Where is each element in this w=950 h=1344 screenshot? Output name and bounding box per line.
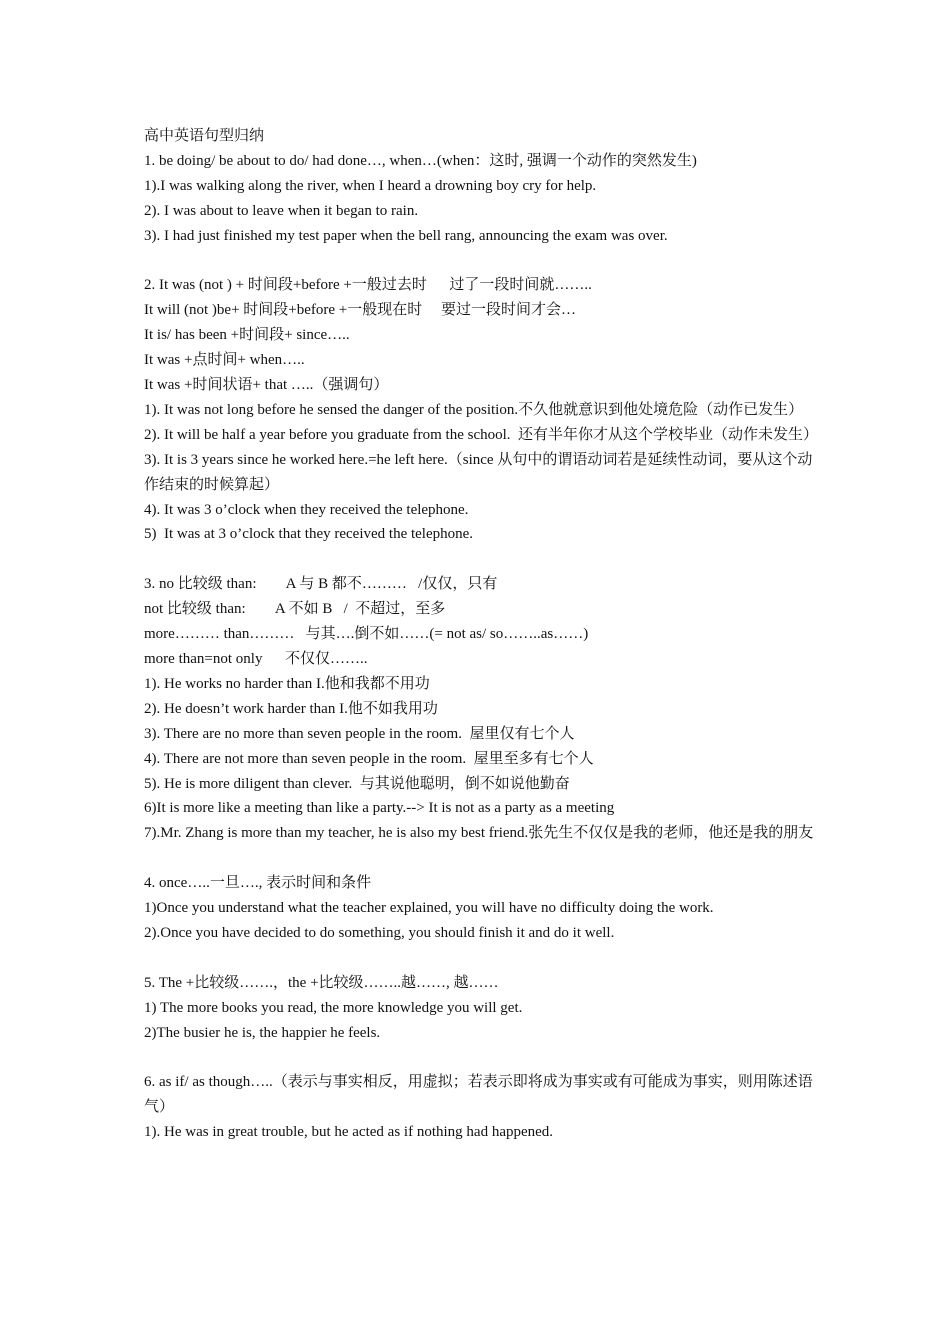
blank-line <box>144 547 814 572</box>
section-6-heading: 6. as if/ as though…..（表示与事实相反，用虚拟；若表示即将成为事实或有可能成为事实，则用陈述语气） <box>144 1074 813 1116</box>
text-line: It is/ has been +时间段+ since….. <box>144 327 350 344</box>
blank-line <box>144 946 814 971</box>
text-line: 6)It is more like a meeting than like a party.--> It is not as a party as a meeting <box>144 800 615 817</box>
section-6 <box>144 1070 814 1145</box>
text-line: more……… than……… 与其….倒不如……(= not as/ so……..as……) <box>144 626 589 643</box>
text-line: 1) The more books you read, the more knowledge you will get. <box>144 999 523 1016</box>
text-line: 2).Once you have decided to do something, you should finish it and do it well. <box>144 924 615 941</box>
text-line: 1). He was in great trouble, but he acted as if nothing had happened. <box>144 1124 554 1141</box>
text-line: not 比较级 than: A 不如 B / 不超过，至多 <box>144 601 446 618</box>
blank-line <box>144 249 814 274</box>
text-line: 5). He is more diligent than clever. 与其说他聪明，倒不如说他勤奋 <box>144 775 570 792</box>
section-4 <box>144 871 814 946</box>
text-line: 3). There are no more than seven people in the room. 屋里仅有七个人 <box>144 725 575 742</box>
text-line: 1). He works no harder than I.他和我都不用功 <box>144 675 430 692</box>
section-1-heading: 1. be doing/ be about to do/ had done…, when…(when：这时, 强调一个动作的突然发生) <box>144 152 697 169</box>
text-line: 7).Mr. Zhang is more than my teacher, he is also my best friend.张先生不仅仅是我的老师，他还是我的朋友 <box>144 825 814 842</box>
section-5-heading: 5. The +比较级…….，the +比较级……..越……, 越…… <box>144 974 499 991</box>
text-line: It was +点时间+ when….. <box>144 352 305 369</box>
blank-line <box>144 1045 814 1070</box>
text-line: 1).I was walking along the river, when I heard a drowning boy cry for help. <box>144 177 597 194</box>
section-5 <box>144 971 814 1046</box>
text-line: 3). It is 3 years since he worked here.=he left here.（since 从句中的谓语动词若是延续性动词，要从这个动作结束的时候算起） <box>144 451 813 493</box>
section-1 <box>144 149 814 249</box>
document-page <box>144 124 819 1145</box>
text-line: 4). It was 3 o’clock when they received the telephone. <box>144 501 469 518</box>
section-3 <box>144 572 814 846</box>
text-line: 1). It was not long before he sensed the danger of the position.不久他就意识到他处境危险（动作已发生） <box>144 401 804 418</box>
text-line: 3). I had just finished my test paper when the bell rang, announcing the exam was over. <box>144 227 668 244</box>
text-line: more than=not only 不仅仅…….. <box>144 651 368 667</box>
text-line: It will (not )be+ 时间段+before +一般现在时 要过一段时间才会… <box>144 302 576 319</box>
text-line: 2). It will be half a year before you graduate from the school. 还有半年你才从这个学校毕业（动作未发生） <box>144 426 819 443</box>
text-line: 1)Once you understand what the teacher explained, you will have no difficulty doing the work. <box>144 900 714 917</box>
section-3-heading: 3. no 比较级 than: A 与 B 都不……… /仅仅，只有 <box>144 576 498 593</box>
text-line: 2). I was about to leave when it began to rain. <box>144 202 419 219</box>
text-line: 2). He doesn’t work harder than I.他不如我用功 <box>144 700 438 717</box>
text-line: It was +时间状语+ that …..（强调句） <box>144 377 389 394</box>
text-line: 5) It was at 3 o’clock that they received the telephone. <box>144 526 474 543</box>
section-4-heading: 4. once…..一旦…., 表示时间和条件 <box>144 875 372 892</box>
blank-line <box>144 846 814 871</box>
section-2-heading: 2. It was (not ) + 时间段+before +一般过去时 过了一段时间就…….. <box>144 277 592 294</box>
document-title: 高中英语句型归纳 <box>144 128 265 144</box>
section-2 <box>144 273 819 547</box>
text-line: 4). There are not more than seven people in the room. 屋里至多有七个人 <box>144 750 594 767</box>
text-line: 2)The busier he is, the happier he feels. <box>144 1024 381 1041</box>
